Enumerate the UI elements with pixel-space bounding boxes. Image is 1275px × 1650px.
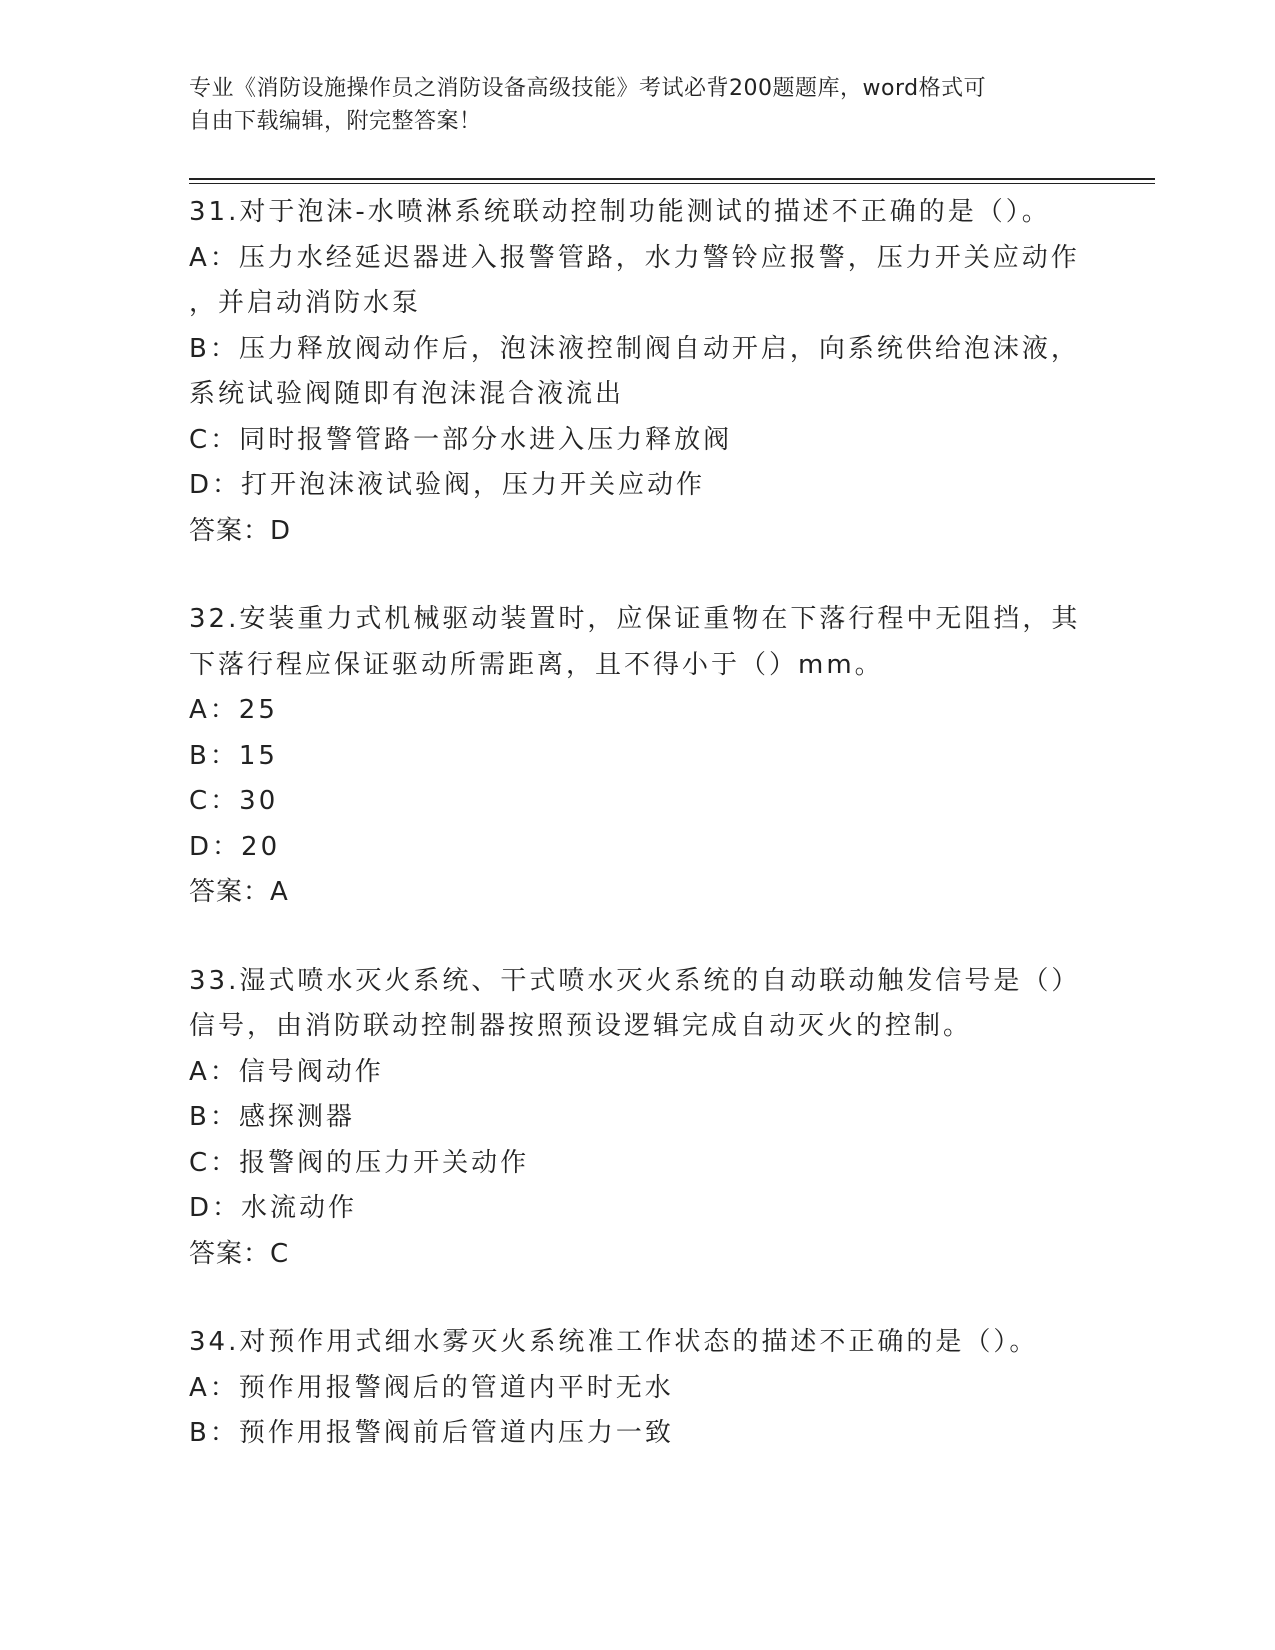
question-33 [189, 959, 1089, 1278]
option-a: A：预作用报警阀后的管道内平时无水 [189, 1372, 674, 1403]
header-line-1: 专业《消防设施操作员之消防设备高级技能》考试必背200题题库，word格式可 [189, 76, 987, 101]
option-a: A：25 [189, 695, 278, 725]
option-d: D：水流动作 [189, 1193, 358, 1223]
option-b: B：预作用报警阀前后管道内压力一致 [189, 1418, 674, 1448]
header-line-2: 自由下载编辑，附完整答案！ [189, 109, 482, 134]
answer: 答案：C [189, 1238, 290, 1269]
question-34 [189, 1320, 1089, 1457]
question-stem-continued: 下落行程应保证驱动所需距离，且不得小于（）mm。 [189, 649, 884, 680]
option-a-continued: ，并启动消防水泵 [189, 288, 422, 318]
option-b: B：15 [189, 740, 278, 771]
header-divider-thin [189, 183, 1155, 184]
option-b-continued: 系统试验阀随即有泡沫混合液流出 [189, 379, 625, 409]
question-31 [189, 190, 1089, 554]
option-a: A：压力水经延迟器进入报警管路，水力警铃应报警，压力开关应动作 [189, 242, 1080, 273]
option-d: D：打开泡沫液试验阀，压力开关应动作 [189, 470, 706, 500]
option-c: C：报警阀的压力开关动作 [189, 1147, 530, 1178]
option-a: A：信号阀动作 [189, 1056, 384, 1087]
header-divider-thick [189, 178, 1155, 180]
option-b: B：感探测器 [189, 1102, 355, 1132]
question-stem: 32.安装重力式机械驱动装置时，应保证重物在下落行程中无阻挡，其 [189, 604, 1081, 634]
option-c: C：30 [189, 786, 279, 816]
option-d: D：20 [189, 831, 281, 862]
question-stem: 34.对预作用式细水雾灭火系统准工作状态的描述不正确的是（）。 [189, 1327, 1039, 1357]
option-c: C：同时报警管路一部分水进入压力释放阀 [189, 424, 733, 455]
answer: 答案：A [189, 877, 289, 907]
question-stem: 31.对于泡沫-水喷淋系统联动控制功能测试的描述不正确的是（）。 [189, 197, 1051, 227]
question-list [189, 190, 1089, 1500]
option-b: B：压力释放阀动作后，泡沫液控制阀自动开启，向系统供给泡沫液， [189, 333, 1080, 364]
document-header [189, 72, 1069, 138]
question-stem: 33.湿式喷水灭火系统、干式喷水灭火系统的自动联动触发信号是（） [189, 965, 1081, 996]
answer: 答案：D [189, 515, 292, 546]
question-stem-continued: 信号，由消防联动控制器按照预设逻辑完成自动灭火的控制。 [189, 1011, 973, 1041]
question-32 [189, 597, 1089, 916]
